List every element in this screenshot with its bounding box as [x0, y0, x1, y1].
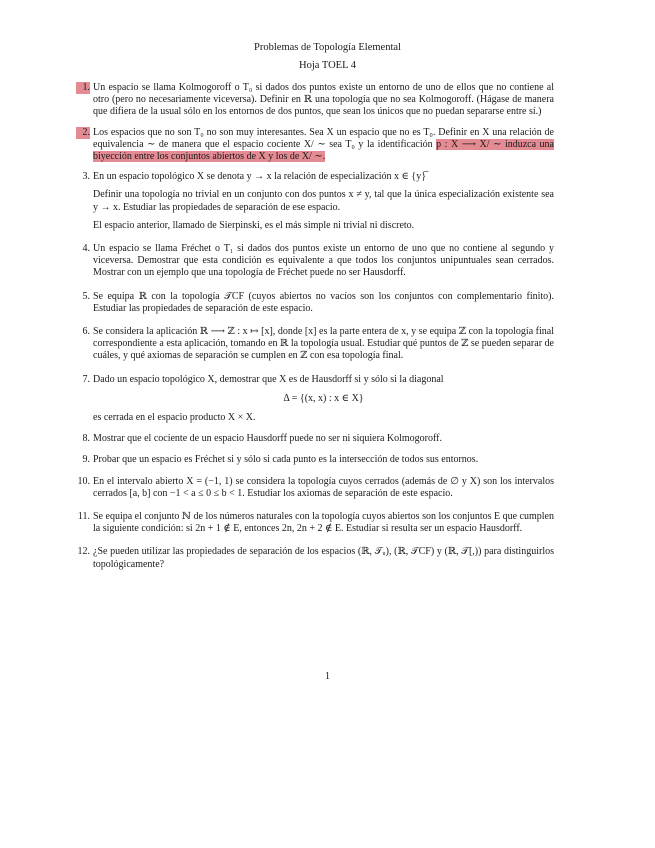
problem-item-5	[76, 291, 554, 315]
problem-item-6	[76, 326, 554, 363]
document-subtitle: Hoja TOEL 4	[299, 60, 356, 71]
problem-text: ¿Se pueden utilizar las propiedades de separación de los espacios (ℝ, 𝒯ᵤ), (ℝ, 𝒯CF) y (ℝ, 𝒯[,)) para distinguirlos topológicamente?	[93, 546, 554, 570]
problem-item-3	[76, 171, 554, 232]
problem-item-11	[76, 511, 554, 535]
problem-item-9	[76, 454, 554, 466]
problem-number: 11.	[77, 511, 90, 523]
problem-text-plain: Los espacios que no son T₀ no son muy interesantes. Sea X un espacio que no es T₀. Definir en X una relación de equivalencia ∼ de manera que el espacio cociente X/ ∼ sea T₀ y la identificación	[93, 126, 554, 150]
problem-list	[76, 82, 554, 571]
problem-text	[93, 127, 554, 164]
document-title: Problemas de Topología Elemental	[254, 42, 401, 53]
problem-text: En un espacio topológico X se denota y → x la relación de especialización x ∈ {y}̅	[93, 171, 427, 183]
problem-item-4	[76, 243, 554, 280]
problem-item-8	[76, 433, 554, 445]
problem-number: 6.	[82, 326, 90, 338]
problem-number: 10.	[77, 475, 90, 487]
problem-number: 9.	[82, 454, 90, 466]
problem-text: Se equipa ℝ con la topología 𝒯CF (cuyos abiertos no vacíos son los conjuntos con complementario finito). Estudiar las propiedades de separación de este espacio.	[93, 290, 554, 314]
problem-item-7	[76, 374, 554, 425]
problem-number: 4.	[82, 243, 90, 255]
problem-item-1	[76, 82, 554, 119]
problem-item-2	[76, 127, 554, 164]
problem-number: 12.	[77, 546, 90, 558]
diagonal-formula: Δ = {(x, x) : x ∈ X}	[283, 392, 364, 404]
problem-number: 8.	[82, 433, 90, 445]
problem-item-10	[76, 476, 554, 500]
problem-text: Se equipa el conjunto ℕ de los números naturales con la topología cuyos abiertos son los conjuntos E que cumplen la siguiente condición: si 2n + 1 ∉ E, entonces 2n, 2n + 2 ∉ E. Estudiar si resulta ser un espacio Hausdorff.	[93, 511, 554, 535]
problem-text: Probar que un espacio es Fréchet si y sólo si cada punto es la intersección de todos sus entornos.	[93, 454, 479, 466]
problem-text: es cerrada en el espacio producto X × X.	[93, 412, 256, 424]
problem-number-highlighted: 1.	[76, 82, 90, 94]
problem-text: Se considera la aplicación ℝ ⟶ ℤ : x ↦ [x], donde [x] es la parte entera de x, y se equipa ℤ con la topología final correspondiente a esta aplicación, tomando en ℝ la topología usual. Estudiar qué puntos de ℤ se pueden separar de cuáles, y qué axiomas de separación se cumplen en ℤ con esa topología final.	[93, 326, 554, 362]
highlighted-text: p : X ⟶ X/ ∼ induzca una biyección entre los conjuntos abiertos de X y los de X/ ∼.	[93, 138, 554, 163]
problem-number: 7.	[82, 373, 90, 385]
page-number: 1	[325, 671, 330, 682]
problem-number: 5.	[82, 290, 90, 302]
problem-text: El espacio anterior, llamado de Sierpinski, es el más simple ni trivial ni discreto.	[93, 219, 415, 231]
problem-text: Dado un espacio topológico X, demostrar que X es de Hausdorff si y sólo si la diagonal	[93, 373, 444, 385]
problem-number-highlighted: 2.	[76, 127, 90, 139]
problem-item-12	[76, 546, 554, 570]
problem-text: Definir una topología no trivial en un conjunto con dos puntos x ≠ y, tal que la única especialización existente sea y → x. Estudiar las propiedades de separación de ese espacio.	[93, 189, 554, 213]
problem-text: Un espacio se llama Kolmogoroff o T₀ si dados dos puntos existe un entorno de uno de ellos que no contiene al otro (pero no necesariamente viceversa). Definir en ℝ una topología que no sea Kolmogoroff. (Hágase de manera que difiera de la usual sólo en los entornos de dos puntos, que sean los únicos que no puedan separarse entre sí.)	[93, 82, 554, 118]
problem-number: 3.	[82, 171, 90, 183]
problem-text: Un espacio se llama Fréchet o T₁ si dados dos puntos existe un entorno de uno que no contiene al segundo y viceversa. Demostrar que esta condición es equivalente a que todos los conjuntos unipuntuales sean cerrados. Mostrar con un ejemplo que una topología de Fréchet puede no ser Hausdorff.	[93, 243, 554, 279]
problem-text: En el intervalo abierto X = (−1, 1) se considera la topología cuyos cerrados (además de ∅ y X) son los intervalos cerrados [a, b] con −1 < a ≤ 0 ≤ b < 1. Estudiar los axiomas de separación de este espacio.	[93, 475, 554, 499]
problem-text: Mostrar que el cociente de un espacio Hausdorff puede no ser ni siquiera Kolmogoroff.	[93, 433, 442, 445]
